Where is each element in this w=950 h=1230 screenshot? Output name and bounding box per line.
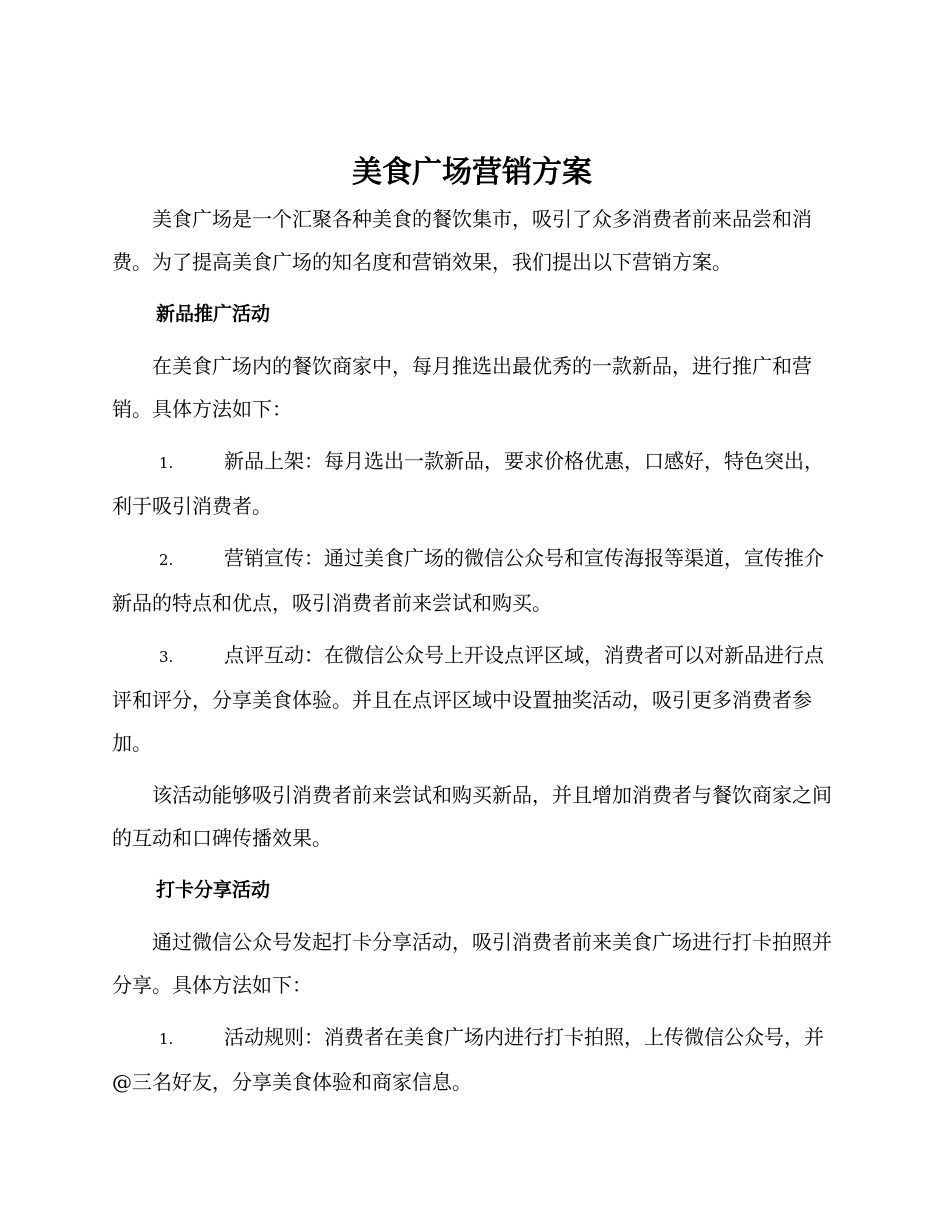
list-item	[112, 634, 832, 765]
intro-paragraph: 美食广场是一个汇聚各种美食的餐饮集市，吸引了众多消费者前来品尝和消费。为了提高美食广场的知名度和营销效果，我们提出以下营销方案。	[112, 207, 812, 274]
list-item-text: 营销宣传：通过美食广场的微信公众号和宣传海报等渠道，宣传推介新品的特点和优点，吸引消费者前来尝试和购买。	[112, 546, 824, 615]
list-item	[112, 537, 832, 625]
list-number: 1.	[159, 454, 174, 472]
list-number: 1.	[159, 1030, 174, 1048]
list-item-text: 新品上架：每月选出一款新品，要求价格优惠，口感好，特色突出，利于吸引消费者。	[112, 449, 824, 518]
section-heading-checkin-share: 打卡分享活动	[156, 879, 271, 901]
list-item-text: 点评互动：在微信公众号上开设点评区域，消费者可以对新品进行点评和评分，分享美食体验。并且在点评区域中设置抽奖活动，吸引更多消费者参加。	[112, 643, 824, 755]
section-heading-new-product: 新品推广活动	[156, 303, 271, 325]
document-title: 美食广场营销方案	[352, 155, 592, 190]
list-item	[112, 1016, 832, 1104]
list-number: 3.	[159, 648, 174, 666]
list-number: 2.	[159, 551, 174, 569]
section1-summary-paragraph: 该活动能够吸引消费者前来尝试和购买新品，并且增加消费者与餐饮商家之间的互动和口碑传播效果。	[112, 783, 832, 850]
section2-lead-paragraph: 通过微信公众号发起打卡分享活动，吸引消费者前来美食广场进行打卡拍照并分享。具体方法如下：	[112, 930, 832, 997]
document-page	[112, 150, 832, 1104]
list-item-text: 活动规则：消费者在美食广场内进行打卡拍照，上传微信公众号，并@三名好友，分享美食体验和商家信息。	[112, 1025, 824, 1094]
list-item	[112, 440, 832, 528]
section1-lead-paragraph: 在美食广场内的餐饮商家中，每月推选出最优秀的一款新品，进行推广和营销。具体方法如下：	[112, 354, 812, 421]
